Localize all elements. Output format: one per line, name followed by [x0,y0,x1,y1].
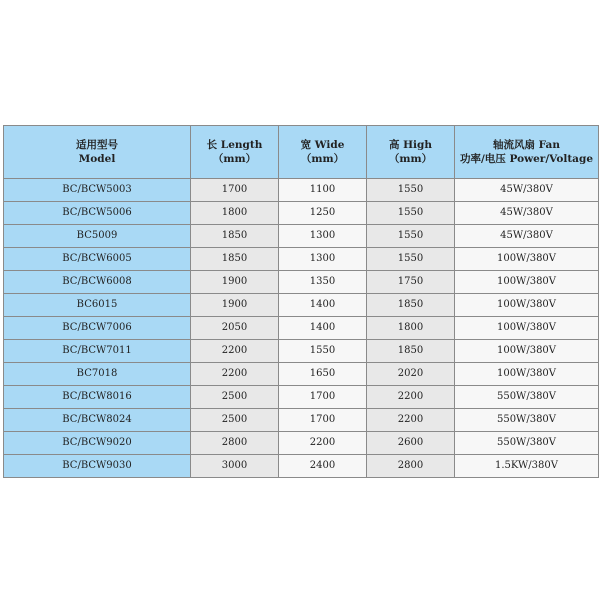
model-cell: BC/BCW8024 [4,409,191,432]
header-row [4,126,599,179]
table-row [4,294,599,317]
height-cell: 2800 [367,455,455,478]
header-height-unit: （mm） [388,153,433,165]
length-cell: 2200 [191,340,279,363]
model-cell: BC/BCW6008 [4,271,191,294]
model-cell: BC/BCW9020 [4,432,191,455]
width-cell: 1100 [279,179,367,202]
table-row [4,409,599,432]
height-cell: 2200 [367,386,455,409]
fan-cell: 45W/380V [455,225,599,248]
width-cell: 1350 [279,271,367,294]
length-cell: 3000 [191,455,279,478]
fan-cell: 100W/380V [455,294,599,317]
model-cell: BC/BCW5003 [4,179,191,202]
width-cell: 1250 [279,202,367,225]
header-length-unit: （mm） [212,153,257,165]
fan-cell: 100W/380V [455,248,599,271]
length-cell: 1900 [191,271,279,294]
model-cell: BC7018 [4,363,191,386]
model-cell: BC/BCW6005 [4,248,191,271]
width-cell: 1400 [279,294,367,317]
table-row [4,363,599,386]
length-cell: 2500 [191,409,279,432]
length-cell: 2800 [191,432,279,455]
fan-cell: 100W/380V [455,317,599,340]
length-cell: 1850 [191,248,279,271]
height-cell: 2600 [367,432,455,455]
height-cell: 2020 [367,363,455,386]
table-row [4,432,599,455]
model-cell: BC6015 [4,294,191,317]
table-row [4,340,599,363]
model-cell: BC/BCW5006 [4,202,191,225]
fan-cell: 100W/380V [455,340,599,363]
width-cell: 2400 [279,455,367,478]
width-cell: 1300 [279,248,367,271]
model-cell: BC/BCW7011 [4,340,191,363]
fan-cell: 550W/380V [455,386,599,409]
header-model-en: Model [78,153,116,165]
height-cell: 1550 [367,179,455,202]
model-cell: BC/BCW7006 [4,317,191,340]
specification-table [3,125,599,478]
table-row [4,317,599,340]
header-height-label: 高 High [388,139,433,151]
width-cell: 2200 [279,432,367,455]
header-fan-label: 轴流风扇 Fan [493,139,560,151]
fan-cell: 100W/380V [455,363,599,386]
length-cell: 1700 [191,179,279,202]
header-height [367,126,455,179]
fan-cell: 45W/380V [455,179,599,202]
fan-cell: 100W/380V [455,271,599,294]
length-cell: 1900 [191,294,279,317]
header-width-label: 宽 Wide [300,139,345,151]
header-length [191,126,279,179]
header-model-zh: 适用型号 [76,139,118,151]
height-cell: 1850 [367,340,455,363]
width-cell: 1700 [279,409,367,432]
height-cell: 2200 [367,409,455,432]
header-width-unit: （mm） [300,153,345,165]
height-cell: 1750 [367,271,455,294]
width-cell: 1300 [279,225,367,248]
table-row [4,386,599,409]
fan-cell: 45W/380V [455,202,599,225]
table-row [4,248,599,271]
length-cell: 2500 [191,386,279,409]
table-body [4,179,599,478]
model-cell: BC/BCW8016 [4,386,191,409]
height-cell: 1850 [367,294,455,317]
table-row [4,225,599,248]
length-cell: 1800 [191,202,279,225]
length-cell: 2200 [191,363,279,386]
fan-cell: 550W/380V [455,409,599,432]
height-cell: 1550 [367,225,455,248]
header-width [279,126,367,179]
length-cell: 1850 [191,225,279,248]
length-cell: 2050 [191,317,279,340]
header-fan-power: 功率/电压 Power/Voltage [459,153,594,165]
header-fan [455,126,599,179]
model-cell: BC5009 [4,225,191,248]
height-cell: 1800 [367,317,455,340]
table-row [4,271,599,294]
table-row [4,179,599,202]
table-row [4,202,599,225]
width-cell: 1700 [279,386,367,409]
fan-cell: 1.5KW/380V [455,455,599,478]
fan-cell: 550W/380V [455,432,599,455]
width-cell: 1550 [279,340,367,363]
height-cell: 1550 [367,202,455,225]
table-row [4,455,599,478]
header-model [4,126,191,179]
width-cell: 1400 [279,317,367,340]
height-cell: 1550 [367,248,455,271]
model-cell: BC/BCW9030 [4,455,191,478]
width-cell: 1650 [279,363,367,386]
header-length-label: 长 Length [206,139,263,151]
